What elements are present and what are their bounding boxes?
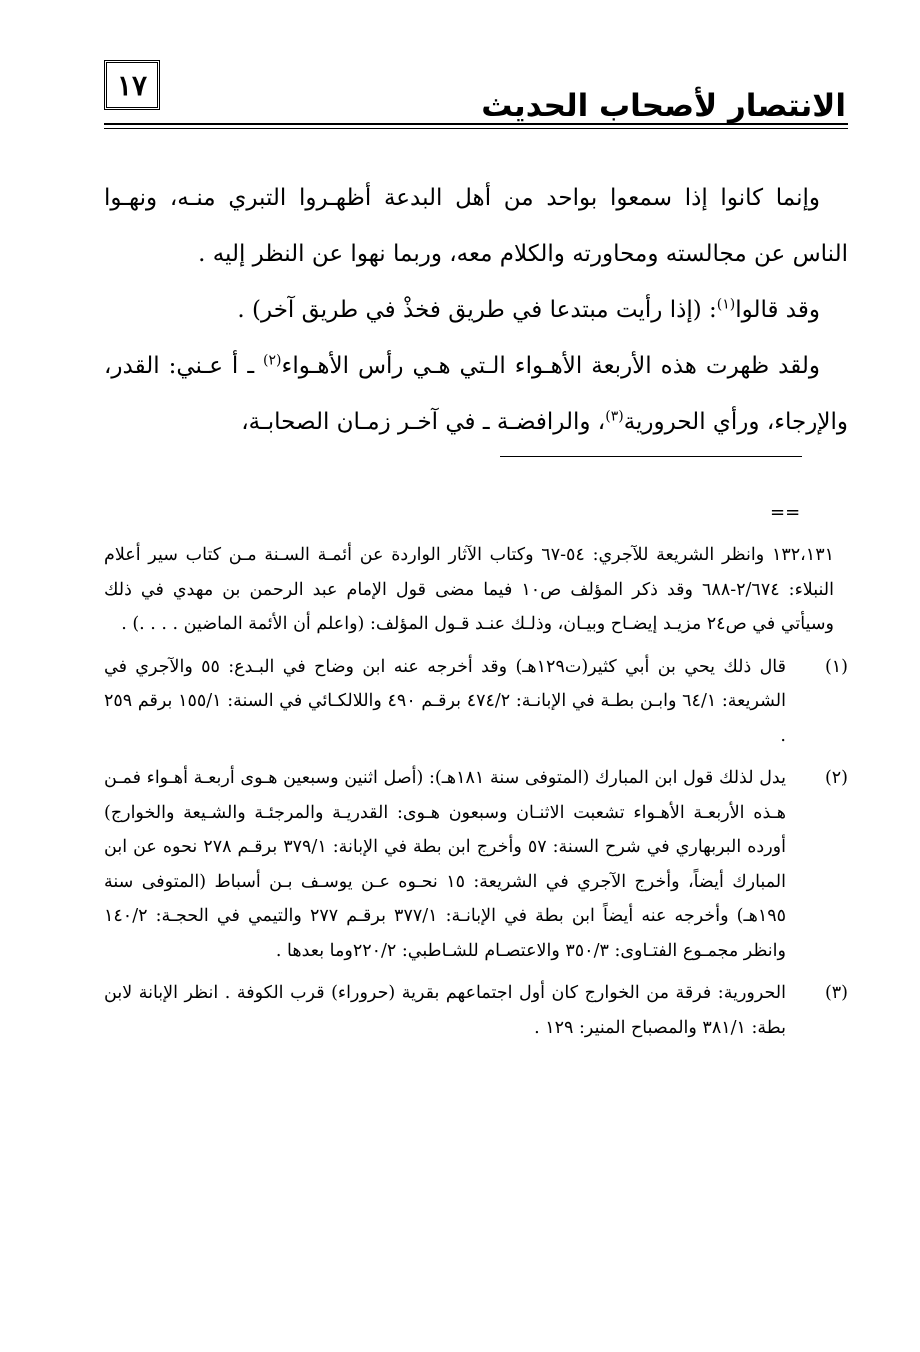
header-rule bbox=[104, 123, 848, 125]
page-number-box bbox=[104, 60, 160, 110]
paragraph-3: ولقد ظهرت هذه الأربعة الأهـواء الـتي هـي رأس الأهـواء$^{(٢)}$ ـ أ عـني: القدر، والإرجاء، ورأي الحرورية$^{(٣)}$، والرافضـة ـ في آخـر زمـان الصحابـة، bbox=[104, 352, 848, 435]
footnote-text: يدل لذلك قول ابن المبارك (المتوفى سنة ١٨١هـ): (أصل اثنين وسبعين هـوى أربعـة أهـواء فمـن هـذه الأربعـة الأهـواء تشعبت الاثنـان وسبعون هـوى: القدريـة والمرجئـة والشـيعة والخوارج) أورده البربهاري في شرح السنة: ٥٧ وأخرج ابن بطة في الإبانة: ٣٧٩/١ برقـم ٢٧٨ نحوه عن ابن المبارك أيضاً، وأخرج الآجري في الشريعة: ١٥ نحـوه عـن يوسـف بـن أسباط (المتوفى سنة ١٩٥هـ) وأخرجه عنه أيضاً ابن بطة في الإبانـة: ٣٧٧/١ برقـم ٢٧٧ والتيمي في الحجـة: ١٤٠/٢ وانظر مجمـوع الفتـاوى: ٣٥٠/٣ والاعتصـام للشـاطبي: ٢٢٠/٢وما بعدها . bbox=[104, 768, 787, 961]
footnote-ref-1: (١) bbox=[716, 296, 736, 313]
footnote-2 bbox=[104, 761, 848, 968]
footnote-marker: (٣) bbox=[824, 983, 848, 1003]
footnote-marker: (١) bbox=[824, 656, 848, 677]
footnote-continuation-mark: == bbox=[770, 502, 801, 523]
paragraph-1: وإنما كانوا إذا سمعوا بواحد من أهل البدعة أظهـروا التبري منـه، ونهـوا الناس عن مجالسته ومحاورته والكلام معه، وربما نهوا عن النظر إليه . bbox=[104, 185, 848, 267]
footnote-text: الحرورية: فرقة من الخوارج كان أول اجتماعهم بقرية (حروراء) قرب الكوفة . انظر الإبانة لابن بطة: ٣٨١/١ والمصباح المنير: ١٢٩ . bbox=[104, 983, 786, 1038]
header-rule-thin bbox=[104, 128, 848, 129]
footnote-continuation: ١٣٢،١٣١ وانظر الشريعة للآجري: ٥٤-٦٧ وكتاب الآثار الواردة عن أئمـة السـنة مـن كتاب سير أعلام النبلاء: ٢/٦٧٤-٦٨٨ وقد ذكر المؤلف ص١٠ فيما مضى قول الإمام عبد الرحمن بن مهدي في ذلك وسيأتي في ص٢٤ مزيـد إيضـاح وبيـان، وذلـك عنـد قـول المؤلف: (واعلم أن الأئمة الماضين . . . .) . bbox=[104, 545, 834, 634]
footnote-separator-rule bbox=[500, 456, 802, 457]
footnote-1 bbox=[104, 650, 848, 754]
footnote-3 bbox=[104, 976, 848, 1045]
page-number: ١٧ bbox=[116, 68, 148, 102]
running-header-title: الانتصار لأصحاب الحديث bbox=[481, 88, 846, 124]
paragraph-2: وقد قالوا$^{(١)}$: (إذا رأيت مبتدعا في طريق فخذْ في طريق آخر) . bbox=[237, 296, 820, 323]
footnote-ref-2: (٢) bbox=[263, 352, 282, 369]
main-text bbox=[104, 170, 848, 450]
footnote-marker: (٢) bbox=[824, 768, 848, 788]
footnote-ref-3: (٣) bbox=[605, 408, 624, 425]
footnotes bbox=[104, 538, 848, 1045]
footnote-text: قال ذلك يحي بن أبي كثير(ت١٢٩هـ) وقد أخرجه عنه ابن وضاح في البـدع: ٥٥ والآجري في الشريعة: ٦٤/١ وابـن بطـة في الإبانـة: ٤٧٤/٢ برقـم ٤٩٠ واللالكـائي في السنة: ١٥٥/١ برقم ٢٥٩ . bbox=[104, 656, 786, 746]
